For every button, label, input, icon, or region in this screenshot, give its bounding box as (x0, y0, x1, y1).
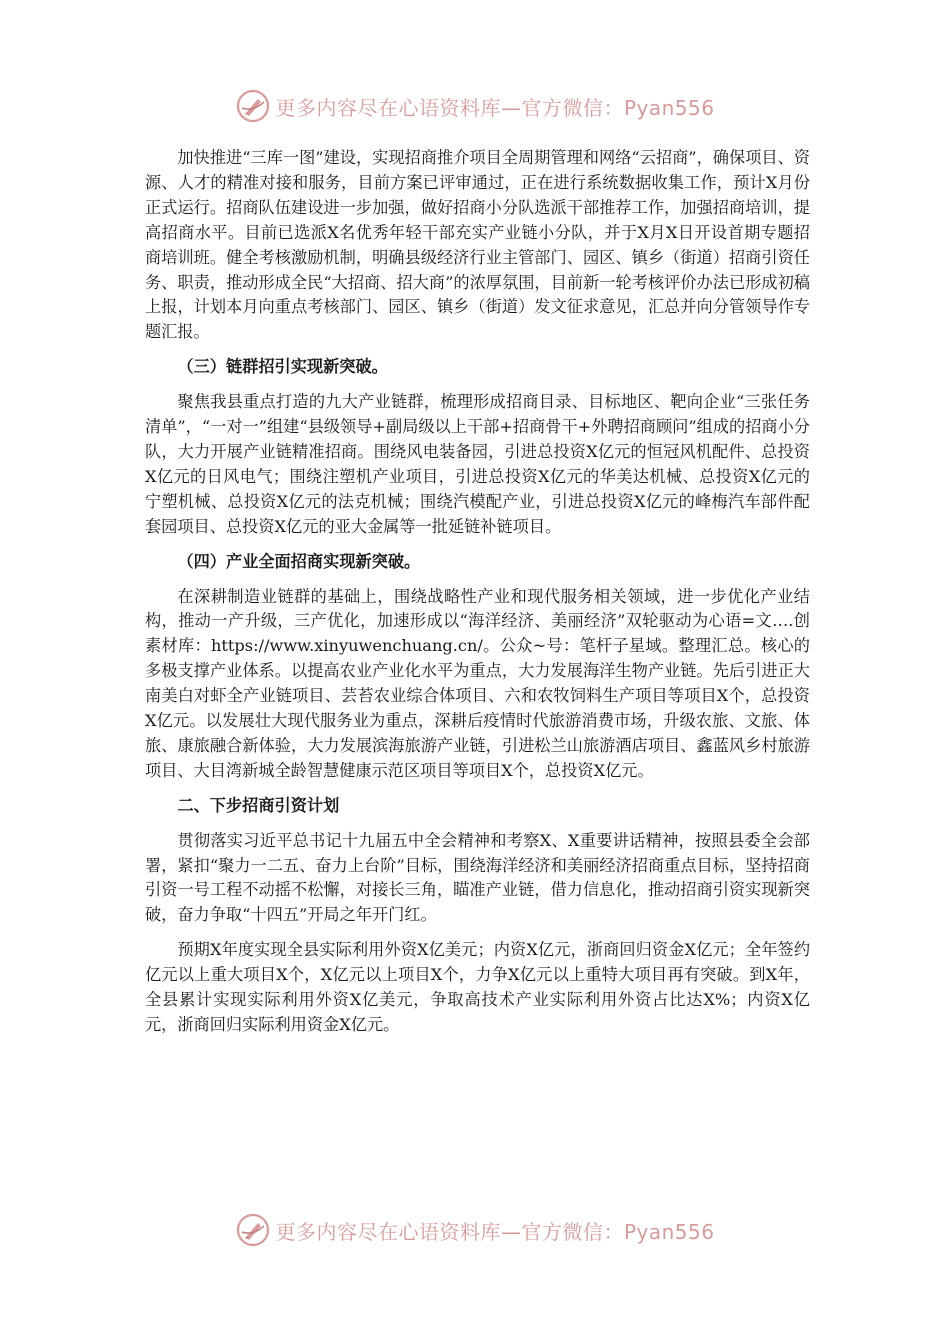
brand-logo-icon (235, 88, 271, 124)
banner-text: 更多内容尽在心语资料库—官方微信：Pyan556 (275, 95, 715, 120)
heading-industry-recruitment: （四）产业全面招商实现新突破。 (177, 551, 421, 571)
paragraph-recruitment-system: 加快推进“三库一图”建设，实现招商推介项目全周期管理和网络“云招商”，确保项目、资源、人才的精准对接和服务，目前方案已评审通过，正在进行系统数据收集工作，预计X月份正式运行。招商队伍建设进一步加强，做好招商小分队选派干部推荐工作，加强招商培训，提高招商水平。目前已选派X名优秀年轻干部充实产业链小分队，并于X月X日开设首期专题招商培训班。健全考核激励机制，明确县级经济行业主管部门、园区、镇乡（街道）招商引资任务、职责，推动形成全民“大招商、招大商”的浓厚氛围，目前新一轮考核评价办法已形成初稿上报，计划本月向重点考核部门、园区、镇乡（街道）发文征求意见，汇总并向分管领导作专题汇报。 (145, 148, 810, 342)
header-banner (0, 84, 950, 128)
paragraph-targets: 预期X年度实现全县实际利用外资X亿美元；内资X亿元，浙商回归资金X亿元；全年签约亿元以上重大项目X个，X亿元以上项目X个，力争X亿元以上重特大项目再有突破。到X年，全县累计实现实际利用外资X亿美元，争取高技术产业实际利用外资占比达X%；内资X亿元，浙商回归实际利用资金X亿元。 (145, 940, 810, 1034)
heading-next-plan: 二、下步招商引资计划 (177, 795, 340, 815)
heading-chain-cluster: （三）链群招引实现新突破。 (177, 357, 388, 377)
document-body (145, 146, 810, 1048)
paragraph-next-plan: 贯彻落实习近平总书记十九届五中全会精神和考察X、X重要讲话精神，按照县委全会部署，紧扣“聚力一二五、奋力上台阶”目标，围绕海洋经济和美丽经济招商重点目标，坚持招商引资一号工程不动摇不松懈，对接长三角，瞄准产业链，借力信息化，推动招商引资实现新突破，奋力争取“十四五”开局之年开门红。 (145, 830, 810, 925)
brand-logo-icon (235, 1212, 271, 1248)
banner-text: 更多内容尽在心语资料库—官方微信：Pyan556 (275, 1219, 715, 1244)
paragraph-chain-cluster: 聚焦我县重点打造的九大产业链群，梳理形成招商目录、目标地区、靶向企业“三张任务清单”，“一对一”组建“县级领导+副局级以上干部+招商骨干+外聘招商顾问”组成的招商小分队，大力开展产业链精准招商。围绕风电装备园，引进总投资X亿元的恒冠风机配件、总投资X亿元的日风电气；围绕注塑机产业项目，引进总投资X亿元的华美达机械、总投资X亿元的宁塑机械、总投资X亿元的法克机械；围绕汽模配产业，引进总投资X亿元的峰梅汽车部件配套园项目、总投资X亿元的亚大金属等一批延链补链项目。 (145, 392, 810, 536)
paragraph-industry-recruitment: 在深耕制造业链群的基础上，围绕战略性产业和现代服务相关领域，进一步优化产业结构，推动一产升级，三产优化，加速形成以“海洋经济、美丽经济”双轮驱动为心语=文….创素材库：https://www.xinyuwenchuang.cn/。公众~号：笔杆子星域。整理汇总。核心的多极支撑产业体系。以提高农业产业化水平为重点，大力发展海洋生物产业链。先后引进正大南美白对虾全产业链项目、芸苔农业综合体项目、六和农牧饲料生产项目等项目X个，总投资X亿元。以发展壮大现代服务业为重点，深耕后疫情时代旅游消费市场，升级农旅、文旅、体旅、康旅融合新体验，大力发展滨海旅游产业链，引进松兰山旅游酒店项目、鑫蓝风乡村旅游项目、大目湾新城全龄智慧健康示范区项目等项目X个，总投资X亿元。 (145, 586, 810, 780)
footer-banner (0, 1208, 950, 1252)
